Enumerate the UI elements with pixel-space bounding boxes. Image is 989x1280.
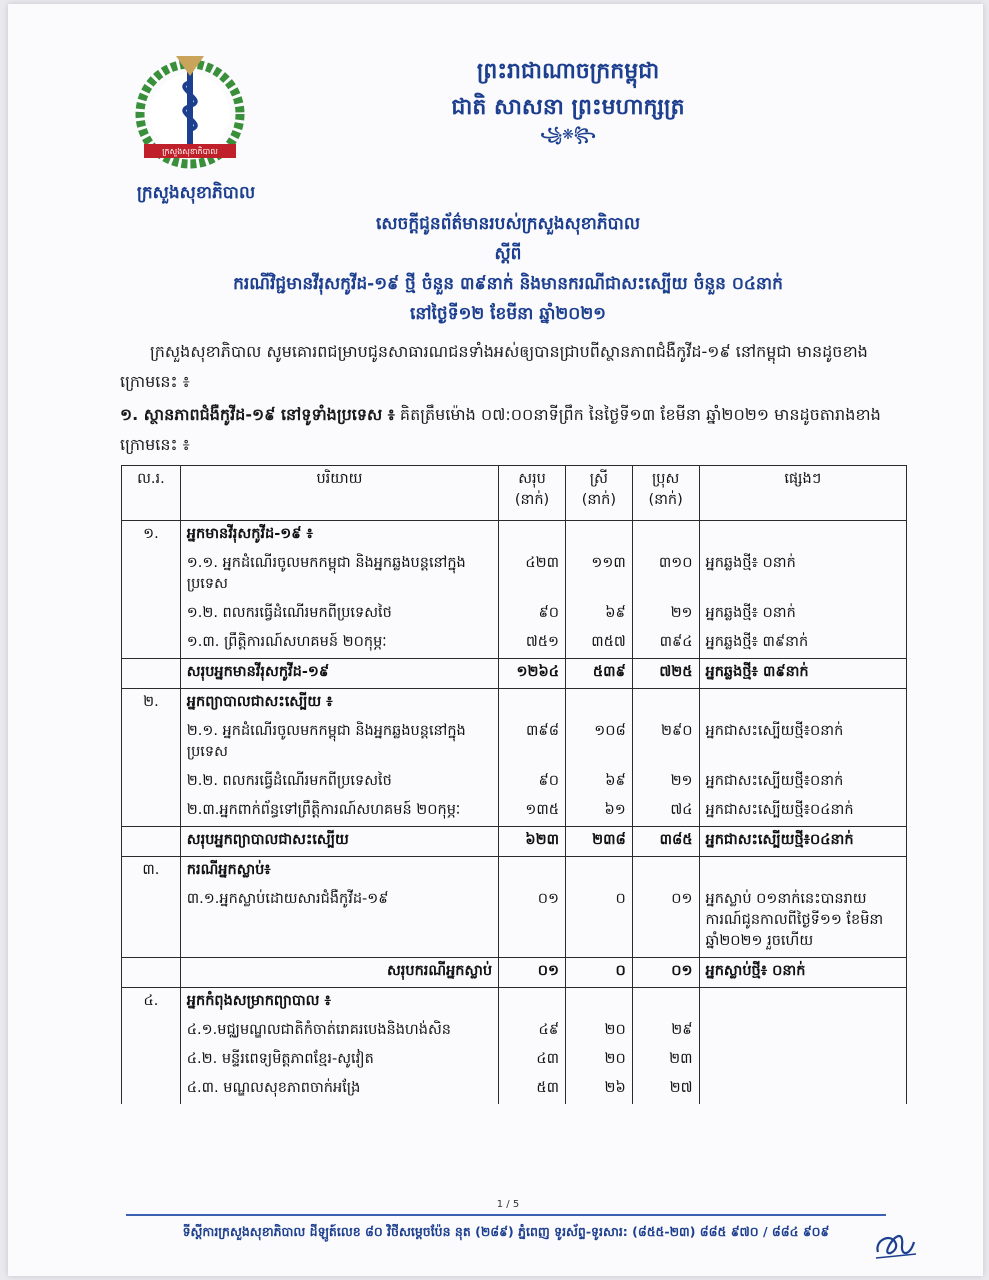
row-total: ៣៩៨ [499,718,566,768]
row-description: ៤.៣. មណ្ឌលសុខភាពចាក់អង្រែ [180,1075,498,1104]
header-other: ផ្សេងៗ [699,466,906,521]
ornament: ꧁❋꧂ [540,127,596,143]
row-male: ២៧ [632,1075,699,1104]
row-female: ១០៨ [565,718,632,768]
header-male-unit: (នាក់) [648,492,683,508]
category-number: ២. [122,689,181,719]
row-other: អ្នកឆ្លងថ្មី៖ ០នាក់ [699,550,906,600]
empty-cell [565,857,632,887]
table-category-row [122,689,907,719]
category-title: អ្នកកំពុងសម្រាកព្យាបាល ៖ [180,988,498,1018]
empty-cell [122,659,181,689]
row-total: ៤៣ [499,1046,566,1075]
title-line2: ស្តីពី [494,244,522,264]
summary-description: សរុបករណីអ្នកស្លាប់ [180,958,498,988]
summary-total: ៦២៣ [499,827,566,857]
table-header-row [122,466,907,521]
page-number: 1 / 5 [496,1199,520,1210]
covid-status-table [121,465,907,1104]
summary-male: ៣៨៥ [632,827,699,857]
summary-row [122,659,907,689]
empty-cell [699,857,906,887]
summary-male: ០១ [632,958,699,988]
empty-cell [699,988,906,1018]
header-female-label: ស្រី [589,471,608,487]
table-category-row [122,988,907,1018]
summary-female: ៥៣៩ [565,659,632,689]
row-other [699,1075,906,1104]
row-other: អ្នកស្លាប់ ០១នាក់នេះបានរាយការណ៍ជូនកាលពីថ្ងៃទី១១ ខែមិនា ឆ្នាំ២០២១ រួចហើយ [699,886,906,958]
table-row [122,797,907,827]
empty-cell [565,689,632,719]
category-number: ៤. [122,988,181,1018]
logo-banner-text: ក្រសួងសុខាភិបាល [162,147,218,156]
section1-text: គិតត្រឹមម៉ោង ០៧:០០នាទីព្រឹក នៃថ្ងៃទី១៣ ខែមីនា ឆ្នាំ២០២១ មានដូចតារាងខាងក្រោមនេះ ៖ [120,405,881,454]
kingdom-line2: ជាតិ សាសនា ព្រះមហាក្សត្រ [451,95,685,120]
row-female: ៦៩ [565,600,632,629]
signature-icon [870,1222,920,1266]
row-total: ៤៩ [499,1017,566,1046]
empty-cell [699,521,906,551]
empty-cell [122,886,181,958]
ministry-logo [126,48,254,176]
section1-heading: ១. ស្ថានភាពជំងឺកូវីដ-១៩ នៅទូទាំងប្រទេស ៖ [120,405,395,424]
empty-cell [499,521,566,551]
row-female: ០ [565,886,632,958]
row-other [699,1046,906,1075]
row-total: ០១ [499,886,566,958]
section1-paragraph [120,400,900,460]
row-description: ២.៣.អ្នកពាក់ព័ន្ធទៅព្រឹត្តិការណ៍សហគមន៍ ២០កុម្ភៈ [180,797,498,827]
row-female: ៣៥៧ [565,629,632,659]
row-description: ២.១. អ្នកដំណើរចូលមកកម្ពុជា និងអ្នកឆ្លងបន្តនៅក្នុងប្រទេស [180,718,498,768]
footer-address: ទីស្តីការក្រសួងសុខាភិបាល ដីឡូត៍លេខ ៨០ វិថីសម្តេចប៉ែន នុត (២៨៩) ភ្នំពេញ ទូរស័ព្ទ-ទូរសារ: (៨៥៥-២៣) ៨៨៥ ៩៧០ / ៨៨៤ ៩០៩ [182,1224,830,1239]
category-number: ១. [122,521,181,551]
row-female: ២០ [565,1017,632,1046]
table-row [122,1017,907,1046]
empty-cell [122,600,181,629]
title-line4: នៅថ្ងៃទី១២ ខែមីនា ឆ្នាំ២០២១ [409,304,607,324]
row-other [699,1017,906,1046]
table-category-row [122,521,907,551]
row-female: ២៦ [565,1075,632,1104]
row-male: ២១ [632,768,699,797]
empty-cell [122,629,181,659]
summary-description: សរុបអ្នកព្យាបាលជាសះស្បើយ [180,827,498,857]
row-male: ២៣ [632,1046,699,1075]
row-female: ១១៣ [565,550,632,600]
header-male [632,466,699,521]
header-desc: បរិយាយ [180,466,498,521]
table-row [122,1075,907,1104]
table-row [122,1046,907,1075]
row-description: ១.១. អ្នកដំណើរចូលមកកម្ពុជា និងអ្នកឆ្លងបន្តនៅក្នុងប្រទេស [180,550,498,600]
header-female [565,466,632,521]
empty-cell [122,797,181,827]
ministry-name: ក្រសួងសុខាភិបាល [136,183,256,203]
row-description: ១.២. ពលករធ្វើដំណើរមកពីប្រទេសថៃ [180,600,498,629]
row-female: ២០ [565,1046,632,1075]
intro-paragraph: ក្រសួងសុខាភិបាល សូមគោរពជម្រាបជូនសាធារណជនទាំងអស់ឲ្យបានជ្រាបពីស្ថានភាពជំងឺកូវីដ-១៩ នៅកម្ពុជា មានដូចខាងក្រោមនេះ ៖ [120,342,868,391]
empty-cell [632,689,699,719]
table-row [122,550,907,600]
row-other: អ្នកជាសះស្បើយថ្មី៖០នាក់ [699,718,906,768]
empty-cell [565,521,632,551]
empty-cell [122,718,181,768]
row-total: ៥៣ [499,1075,566,1104]
table-row [122,768,907,797]
row-other: អ្នកឆ្លងថ្មី៖ ៣៩នាក់ [699,629,906,659]
category-title: ករណីអ្នកស្លាប់៖ [180,857,498,887]
empty-cell [632,857,699,887]
row-other: អ្នកឆ្លងថ្មី៖ ០នាក់ [699,600,906,629]
summary-other: អ្នកជាសះស្បើយថ្មី៖០៤នាក់ [699,827,906,857]
category-title: អ្នកមានវីរុសកូវីដ-១៩ ៖ [180,521,498,551]
empty-cell [122,1046,181,1075]
row-female: ៦១ [565,797,632,827]
row-total: ១៣៥ [499,797,566,827]
empty-cell [632,521,699,551]
summary-row [122,827,907,857]
footer-divider [126,1214,886,1216]
table-category-row [122,857,907,887]
row-other: អ្នកជាសះស្បើយថ្មី៖០៤នាក់ [699,797,906,827]
header-total-unit: (នាក់) [514,492,550,508]
summary-description: សរុបអ្នកមានវីរុសកូវីដ-១៩ [180,659,498,689]
row-male: ២៩០ [632,718,699,768]
summary-other: អ្នកស្លាប់ថ្មី៖ ០នាក់ [699,958,906,988]
row-description: ៤.១.មជ្ឈមណ្ឌលជាតិកំចាត់រោគរបេងនិងហង់សិន [180,1017,498,1046]
empty-cell [499,689,566,719]
row-male: ២១ [632,600,699,629]
header-total [499,466,566,521]
table-row [122,886,907,958]
category-number: ៣. [122,857,181,887]
empty-cell [122,958,181,988]
press-release-title [108,209,908,329]
row-male: ៣១០ [632,550,699,600]
row-description: ១.៣. ព្រឹត្តិការណ៍សហគមន៍ ២០កុម្ភៈ [180,629,498,659]
row-male: ០១ [632,886,699,958]
kingdom-line1: ព្រះរាជាណាចក្រកម្ពុជា [476,59,660,84]
summary-female: ០ [565,958,632,988]
empty-cell [699,689,906,719]
summary-male: ៧២៥ [632,659,699,689]
summary-total: ០១ [499,958,566,988]
row-description: ២.២. ពលករធ្វើដំណើរមកពីប្រទេសថៃ [180,768,498,797]
header-no: ល.រ. [122,466,181,521]
row-total: ៧៥១ [499,629,566,659]
empty-cell [122,827,181,857]
table-row [122,600,907,629]
title-line3: ករណីវិជ្ជមានវីរុសកូវីដ-១៩ ថ្មី ចំនួន ៣៩នាក់ និងមានករណីជាសះស្បើយ ចំនួន ០៤នាក់ [233,274,783,294]
row-male: ៣៩៤ [632,629,699,659]
table-row [122,718,907,768]
kingdom-header [368,54,768,144]
empty-cell [122,1075,181,1104]
empty-cell [122,550,181,600]
row-total: ៩០ [499,600,566,629]
summary-female: ២៣៨ [565,827,632,857]
row-other: អ្នកជាសះស្បើយថ្មី៖០នាក់ [699,768,906,797]
row-female: ៦៩ [565,768,632,797]
summary-row [122,958,907,988]
empty-cell [122,1017,181,1046]
row-male: ៧៤ [632,797,699,827]
summary-other: អ្នកឆ្លងថ្មី៖ ៣៩នាក់ [699,659,906,689]
row-total: ៤២៣ [499,550,566,600]
header-female-unit: (នាក់) [581,492,617,508]
title-line1: សេចក្តីជូនព័ត៌មានរបស់ក្រសួងសុខាភិបាល [375,214,641,234]
category-title: អ្នកព្យាបាលជាសះស្បើយ ៖ [180,689,498,719]
row-male: ២៩ [632,1017,699,1046]
document-page [8,4,983,1276]
empty-cell [632,988,699,1018]
row-description: ៣.១.អ្នកស្លាប់ដោយសារជំងឺកូវីដ-១៩ [180,886,498,958]
row-total: ៩០ [499,768,566,797]
empty-cell [499,988,566,1018]
table-row [122,629,907,659]
summary-total: ១២៦៤ [499,659,566,689]
empty-cell [122,768,181,797]
header-male-label: ប្រុស [651,471,680,487]
empty-cell [499,857,566,887]
header-total-label: សរុប [518,471,546,487]
empty-cell [565,988,632,1018]
row-description: ៤.២. មន្ទីរពេទ្យមិត្តភាពខ្មែរ-សូវៀត [180,1046,498,1075]
